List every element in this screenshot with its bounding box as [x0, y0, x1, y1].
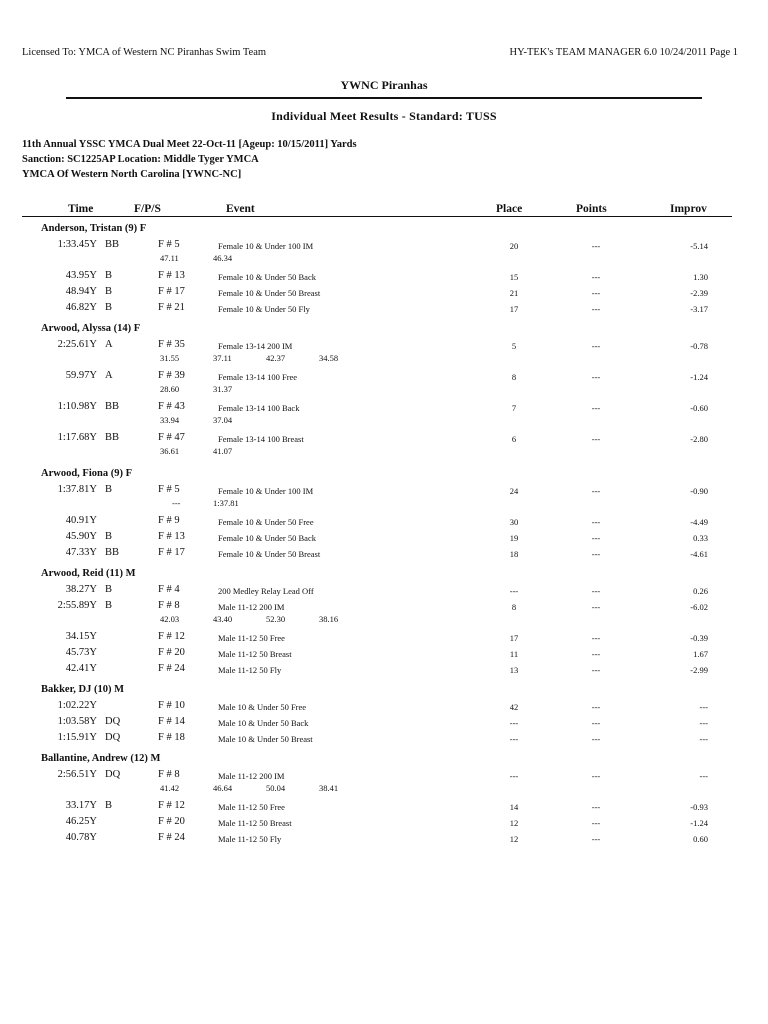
result-event: Male 11-12 50 Free: [218, 633, 285, 643]
result-standard: DQ: [105, 769, 121, 780]
result-fps: F # 43: [158, 401, 185, 412]
result-fps: F # 5: [158, 484, 180, 495]
result-place: ---: [509, 734, 519, 744]
result-split: 41.42: [160, 783, 180, 793]
result-fps: F # 20: [158, 816, 185, 827]
result-fps: F # 35: [158, 339, 185, 350]
result-split: 38.41: [319, 783, 339, 793]
result-points: ---: [591, 549, 601, 559]
result-time: 1:02.22Y: [57, 700, 97, 711]
result-split: 42.37: [266, 353, 286, 363]
result-standard: B: [105, 302, 113, 313]
result-improv: -3.17: [690, 304, 708, 314]
result-improv: 0.60: [693, 834, 708, 844]
result-improv: -1.24: [690, 372, 708, 382]
result-split: 47.11: [160, 253, 179, 263]
result-time: 2:25.61Y: [57, 339, 97, 350]
result-fps: F # 5: [158, 239, 180, 250]
result-improv: -0.93: [690, 802, 708, 812]
result-split: 37.04: [213, 415, 233, 425]
result-fps: F # 17: [158, 286, 185, 297]
result-place: 12: [509, 834, 519, 844]
result-split: 1:37.81: [213, 498, 239, 508]
result-event: Female 13-14 200 IM: [218, 341, 293, 351]
result-split: 52.30: [266, 614, 286, 624]
result-points: ---: [591, 403, 601, 413]
result-split: 46.64: [213, 783, 233, 793]
result-points: ---: [591, 633, 601, 643]
result-improv: 1.30: [693, 272, 708, 282]
result-split: 34.58: [319, 353, 339, 363]
result-event: Male 11-12 50 Breast: [218, 818, 292, 828]
result-fps: F # 8: [158, 600, 180, 611]
report-title: Individual Meet Results - Standard: TUSS: [271, 109, 497, 123]
result-time: 47.33Y: [65, 547, 97, 558]
result-event: Female 10 & Under 50 Back: [218, 533, 316, 543]
result-points: ---: [591, 341, 601, 351]
result-split: 43.40: [213, 614, 233, 624]
result-place: 19: [509, 533, 519, 543]
result-improv: -0.39: [690, 633, 708, 643]
swimmer-name: Ballantine, Andrew (12) M: [41, 753, 161, 764]
result-fps: F # 14: [158, 716, 185, 727]
result-standard: BB: [105, 432, 120, 443]
meet-info-line2: Sanction: SC1225AP Location: Middle Tyger YMCA: [22, 154, 259, 165]
result-points: ---: [591, 818, 601, 828]
result-fps: F # 12: [158, 631, 185, 642]
result-event: Female 10 & Under 50 Free: [218, 517, 314, 527]
swimmer-name: Arwood, Reid (11) M: [41, 568, 136, 579]
result-improv: 1.67: [693, 649, 708, 659]
result-points: ---: [591, 718, 601, 728]
result-standard: A: [105, 370, 113, 381]
result-improv: -4.61: [690, 549, 708, 559]
swimmer-name: Bakker, DJ (10) M: [41, 684, 125, 695]
result-time: 45.73Y: [65, 647, 97, 658]
result-improv: 0.33: [693, 533, 708, 543]
result-fps: F # 18: [158, 732, 185, 743]
result-split: 41.07: [213, 446, 233, 456]
result-event: Female 10 & Under 100 IM: [218, 241, 314, 251]
result-event: Female 13-14 100 Back: [218, 403, 300, 413]
result-improv: -4.49: [690, 517, 708, 527]
result-fps: F # 47: [158, 432, 185, 443]
result-time: 1:03.58Y: [57, 716, 97, 727]
result-place: ---: [509, 771, 519, 781]
result-place: 20: [509, 241, 519, 251]
result-fps: F # 13: [158, 270, 185, 281]
result-split: 46.34: [213, 253, 233, 263]
result-place: 42: [509, 702, 519, 712]
result-improv: 0.26: [693, 586, 708, 596]
license-text: Licensed To: YMCA of Western NC Piranhas Swim Team: [22, 47, 267, 58]
result-event: Male 10 & Under 50 Breast: [218, 734, 313, 744]
result-fps: F # 12: [158, 800, 185, 811]
result-event: Female 13-14 100 Free: [218, 372, 298, 382]
result-event: Male 11-12 50 Fly: [218, 665, 282, 675]
col-improv: Improv: [670, 203, 707, 215]
result-fps: F # 17: [158, 547, 185, 558]
result-fps: F # 39: [158, 370, 185, 381]
col-event: Event: [226, 203, 255, 215]
col-place: Place: [496, 203, 523, 215]
result-time: 33.17Y: [65, 800, 97, 811]
result-split: 33.94: [160, 415, 180, 425]
result-event: Female 10 & Under 50 Back: [218, 272, 316, 282]
result-time: 45.90Y: [65, 531, 97, 542]
result-place: 11: [509, 649, 519, 659]
result-points: ---: [591, 702, 601, 712]
result-split: 38.16: [319, 614, 339, 624]
result-place: 30: [509, 517, 519, 527]
result-standard: BB: [105, 239, 120, 250]
result-time: 2:56.51Y: [57, 769, 97, 780]
result-improv: -2.80: [690, 434, 708, 444]
result-split: 36.61: [160, 446, 180, 456]
result-points: ---: [591, 834, 601, 844]
team-title: YWNC Piranhas: [340, 78, 428, 92]
result-points: ---: [591, 665, 601, 675]
result-event: Male 11-12 200 IM: [218, 602, 285, 612]
result-event: 200 Medley Relay Lead Off: [218, 586, 314, 596]
result-split: 42.03: [160, 614, 180, 624]
result-split: 37.11: [213, 353, 232, 363]
result-improv: -1.24: [690, 818, 708, 828]
result-fps: F # 20: [158, 647, 185, 658]
result-time: 34.15Y: [65, 631, 97, 642]
result-points: ---: [591, 771, 601, 781]
result-points: ---: [591, 304, 601, 314]
result-time: 42.41Y: [65, 663, 97, 674]
result-event: Male 11-12 50 Fly: [218, 834, 282, 844]
result-standard: B: [105, 600, 113, 611]
result-fps: F # 21: [158, 302, 185, 313]
result-points: ---: [591, 372, 601, 382]
result-points: ---: [591, 517, 601, 527]
result-standard: B: [105, 584, 113, 595]
result-improv: ---: [699, 702, 708, 712]
result-time: 46.82Y: [65, 302, 97, 313]
result-split: 31.55: [160, 353, 180, 363]
result-fps: F # 24: [158, 832, 185, 843]
result-improv: -0.60: [690, 403, 708, 413]
swimmer-name: Arwood, Alyssa (14) F: [41, 323, 141, 334]
result-place: 17: [509, 304, 519, 314]
result-event: Male 10 & Under 50 Back: [218, 718, 309, 728]
result-standard: B: [105, 286, 113, 297]
result-time: 1:33.45Y: [57, 239, 97, 250]
result-event: Female 10 & Under 50 Breast: [218, 288, 321, 298]
result-place: 17: [509, 633, 519, 643]
result-standard: B: [105, 800, 113, 811]
result-event: Male 11-12 200 IM: [218, 771, 285, 781]
result-place: 21: [509, 288, 519, 298]
result-points: ---: [591, 241, 601, 251]
result-place: 6: [511, 434, 517, 444]
result-event: Male 11-12 50 Breast: [218, 649, 292, 659]
result-event: Male 10 & Under 50 Free: [218, 702, 307, 712]
result-place: 24: [509, 486, 519, 496]
result-fps: F # 10: [158, 700, 185, 711]
result-points: ---: [591, 586, 601, 596]
result-time: 1:37.81Y: [57, 484, 97, 495]
result-event: Female 10 & Under 50 Breast: [218, 549, 321, 559]
result-time: 59.97Y: [65, 370, 97, 381]
result-standard: DQ: [105, 732, 121, 743]
result-standard: DQ: [105, 716, 121, 727]
result-standard: B: [105, 484, 113, 495]
result-fps: F # 4: [158, 584, 180, 595]
result-improv: ---: [699, 734, 708, 744]
col-points: Points: [576, 203, 607, 215]
result-points: ---: [591, 533, 601, 543]
col-fps: F/P/S: [134, 203, 161, 215]
result-points: ---: [591, 602, 601, 612]
result-place: ---: [509, 586, 519, 596]
result-place: 5: [511, 341, 517, 351]
result-points: ---: [591, 272, 601, 282]
result-standard: BB: [105, 401, 120, 412]
result-points: ---: [591, 288, 601, 298]
result-time: 40.91Y: [65, 515, 97, 526]
result-points: ---: [591, 649, 601, 659]
result-place: 13: [509, 665, 519, 675]
result-time: 1:17.68Y: [57, 432, 97, 443]
result-standard: B: [105, 270, 113, 281]
result-points: ---: [591, 434, 601, 444]
result-improv: ---: [699, 718, 708, 728]
result-time: 2:55.89Y: [57, 600, 97, 611]
result-event: Female 10 & Under 50 Fly: [218, 304, 310, 314]
result-points: ---: [591, 802, 601, 812]
result-improv: -6.02: [690, 602, 708, 612]
software-info: HY-TEK's TEAM MANAGER 6.0 10/24/2011 Page 1: [509, 47, 738, 58]
result-place: 12: [509, 818, 519, 828]
result-split: 31.37: [213, 384, 233, 394]
result-improv: -0.90: [690, 486, 708, 496]
result-time: 1:15.91Y: [57, 732, 97, 743]
result-place: 18: [509, 549, 519, 559]
result-time: 46.25Y: [65, 816, 97, 827]
result-time: 48.94Y: [65, 286, 97, 297]
result-fps: F # 9: [158, 515, 180, 526]
result-place: 8: [511, 372, 517, 382]
result-place: 15: [509, 272, 519, 282]
result-place: 14: [509, 802, 519, 812]
result-improv: -5.14: [690, 241, 708, 251]
swimmer-name: Anderson, Tristan (9) F: [41, 223, 147, 234]
result-improv: -2.39: [690, 288, 708, 298]
result-split: ---: [172, 498, 181, 508]
meet-info-line3: YMCA Of Western North Carolina [YWNC-NC]: [22, 169, 242, 180]
result-standard: BB: [105, 547, 120, 558]
result-place: 7: [511, 403, 517, 413]
result-points: ---: [591, 734, 601, 744]
result-improv: -2.99: [690, 665, 708, 675]
result-fps: F # 24: [158, 663, 185, 674]
meet-info-line1: 11th Annual YSSC YMCA Dual Meet 22-Oct-11 [Ageup: 10/15/2011] Yards: [22, 139, 357, 150]
result-split: 50.04: [266, 783, 286, 793]
result-improv: ---: [699, 771, 708, 781]
result-standard: A: [105, 339, 113, 350]
swimmer-name: Arwood, Fiona (9) F: [41, 468, 132, 479]
col-time: Time: [68, 203, 94, 215]
result-place: ---: [509, 718, 519, 728]
result-split: 28.60: [160, 384, 180, 394]
result-event: Male 11-12 50 Free: [218, 802, 285, 812]
result-standard: B: [105, 531, 113, 542]
result-event: Female 10 & Under 100 IM: [218, 486, 314, 496]
result-fps: F # 13: [158, 531, 185, 542]
result-time: 40.78Y: [65, 832, 97, 843]
result-time: 1:10.98Y: [57, 401, 97, 412]
result-improv: -0.78: [690, 341, 708, 351]
result-event: Female 13-14 100 Breast: [218, 434, 304, 444]
result-place: 8: [511, 602, 517, 612]
result-points: ---: [591, 486, 601, 496]
result-time: 43.95Y: [65, 270, 97, 281]
result-fps: F # 8: [158, 769, 180, 780]
result-time: 38.27Y: [65, 584, 97, 595]
